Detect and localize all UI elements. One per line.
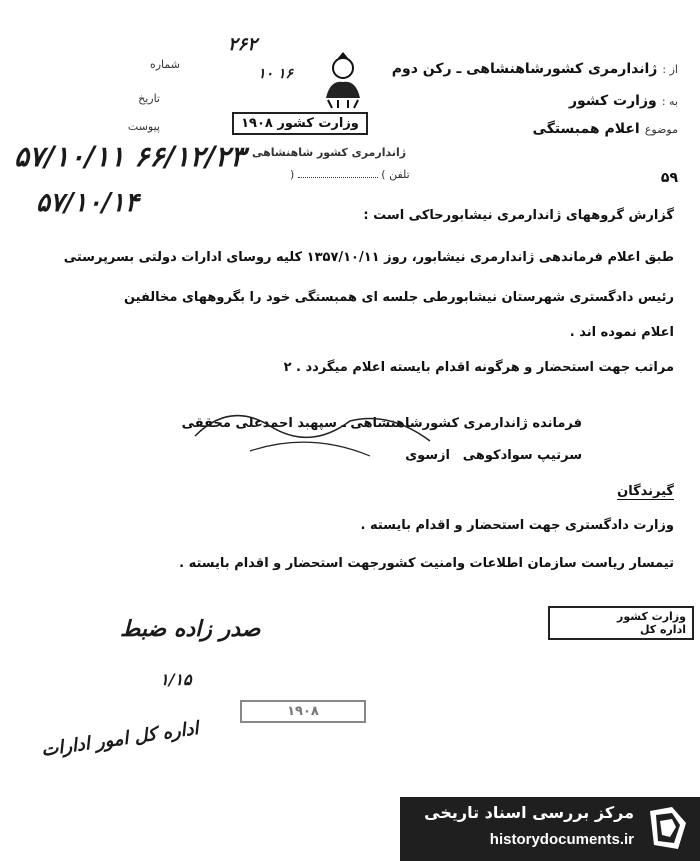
to-value: وزارت کشور <box>568 93 657 109</box>
body-line-1: طبق اعلام فرماندهی ژاندارمری نیشابور، روز ۱۳۵۷/۱۰/۱۱ کلیه روسای ادارات دولتی بسرپرستی <box>63 250 674 265</box>
ref-date: ۵۷/۱۰/۱۴ <box>36 188 139 218</box>
attachment-label: پیوست <box>127 120 160 133</box>
margin-mark: ۵۹ <box>660 170 678 186</box>
bottom-stamp: ۱۹۰۸ <box>240 700 366 723</box>
number-label: شماره <box>149 58 180 71</box>
signature-scribble-icon <box>190 396 440 466</box>
subject-label: موضوع <box>644 123 678 136</box>
hand-note-1: صدر زاده ضبط <box>120 616 261 642</box>
brand-site: historydocuments.ir <box>489 831 634 848</box>
subject-row <box>348 118 678 137</box>
from-row <box>348 58 678 77</box>
top-hand-digits: ۲۶۲ <box>228 34 258 55</box>
top-hand-date: ۱۰ ۱۶ <box>258 66 293 82</box>
signature-prefix: ازسوی <box>405 448 450 463</box>
from-label: از : <box>662 63 678 76</box>
recipient-1: وزارت دادگستری جهت استحضار و اقدام بایسته . <box>360 518 674 533</box>
brand-title: مرکز بررسی اسناد تاریخی <box>424 803 634 822</box>
ref-numbers: ۵۷/۱۰/۱۱ ۶۶/۱۲/۲۳ <box>14 140 246 173</box>
body-heading: گزارش گروههای ژاندارمری نیشابورحاکی است : <box>363 208 674 223</box>
from-value: ژاندارمری کشورشاهنشاهی ـ رکن دوم <box>391 61 658 77</box>
recipient-2: تیمسار ریاست سازمان اطلاعات وامنیت کشورجهت استحضار و اقدام بایسته . <box>179 556 674 571</box>
body-line-4: مراتب جهت استحضار و هرگونه اقدام بایسته اعلام میگردد . ۲ <box>283 360 674 375</box>
phone-close: ) <box>290 168 295 181</box>
body-line-3: اعلام نموده اند . <box>569 325 674 340</box>
signature-line-2: سرتیپ سوادکوهی <box>462 448 582 463</box>
brand-logo-icon <box>642 805 692 853</box>
department-stamp: وزارت کشور اداره کل <box>548 606 694 640</box>
to-row <box>348 90 678 109</box>
org-caption: ژاندارمری کشور شاهنشاهی <box>252 146 407 159</box>
received-stamp: وزارت کشور ۱۹۰۸ <box>232 112 368 135</box>
recipients-heading: گیرندگان <box>617 484 674 499</box>
body-line-2: رئیس دادگستری شهرستان نیشابورطی جلسه ای همبستگی خود را بگروههای مخالفین <box>123 290 674 305</box>
hand-note-2: اداره کل امور ادارات <box>40 717 200 761</box>
brand-watermark <box>400 797 700 861</box>
date-label: تاریخ <box>138 92 160 105</box>
subject-value: اعلام همبستگی <box>532 121 640 137</box>
to-label: به : <box>661 95 678 108</box>
phone-label: ( تلفن <box>381 168 410 181</box>
signature-line-1: فرمانده ژاندارمری کشورشاهنشاهی ـ سپهبد احمدعلی محققی <box>181 416 582 431</box>
hand-note-1-date: ۱/۱۵ <box>160 670 192 689</box>
phone-row <box>290 168 410 181</box>
